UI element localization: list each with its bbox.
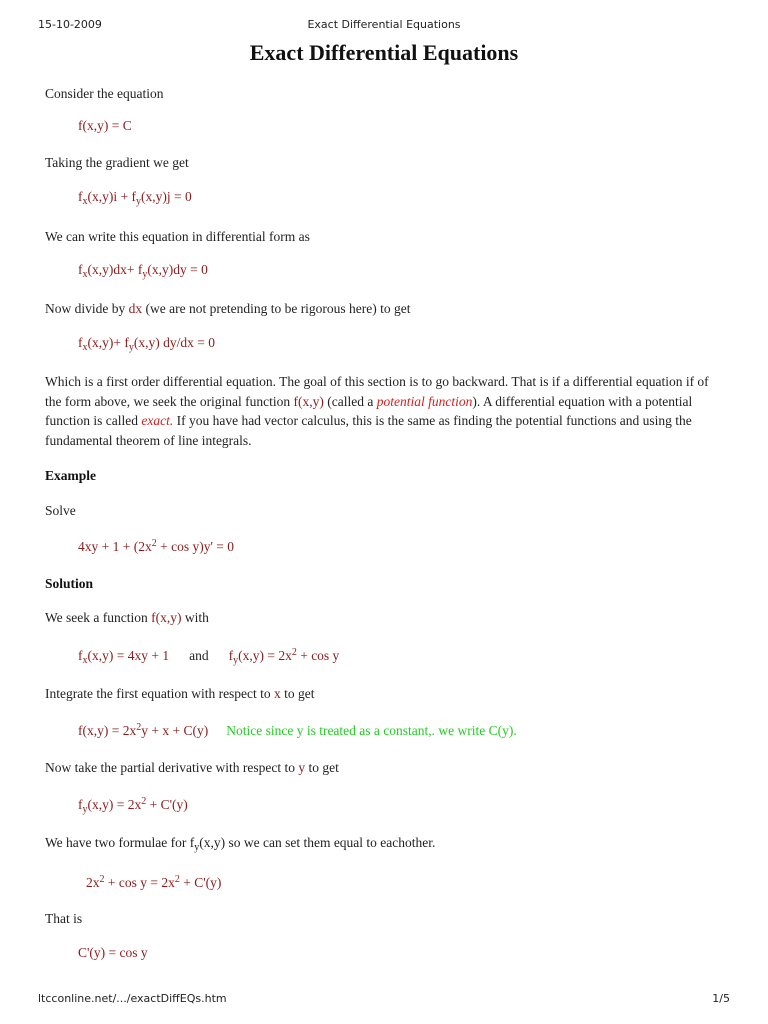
equation-fy: $f_y(x,y) = 2x^2 + C'(y)$ [78, 796, 188, 815]
equation-c-prime: C'(y) = cos y [78, 945, 148, 960]
paragraph-seek-function: We seek a function f(x,y) with [45, 610, 209, 625]
equation-integrated: $f(x,y) = 2x^2y + x + C(y)$ Notice since y is treated as a constant,. we write C(y). [78, 722, 517, 738]
paragraph-gradient: Taking the gradient we get [45, 155, 189, 170]
equation-differential-form: $f_x(x,y)dx+ f_y(x,y)dy = 0$ [78, 262, 208, 280]
example-heading: Example [45, 468, 97, 483]
equation-f-equals-c: f(x,y) = C [78, 118, 132, 133]
equation-partials: $f_x(x,y) = 4xy + 1$ and $f_y(x,y) = 2x^2 + \cos y$ [78, 647, 340, 666]
source-url[interactable]: ltcconline.net/.../exactDiffEQs.htm [38, 992, 227, 1005]
equation-gradient: $f_x(x,y)i + f_y(x,y)j = 0$ [78, 189, 192, 207]
paragraph-partial-derivative: Now take the partial derivative with respect to y to get [45, 760, 339, 775]
equation-dy-dx: $f_x(x,y)+ f_y(x,y) dy/dx = 0$ [78, 335, 215, 353]
paragraph-that-is: That is [45, 911, 83, 926]
equation-example: $4xy + 1 + (2x^2 + \cos y)y' = 0$ [78, 538, 235, 554]
paragraph-explanation: Which is a first order differential equation. The goal of this section is to go backward. That is if a differential equation if of the form above, we seek the original function f(x,y) (called a potential function). A differential equation with a potential function is called exact. If you have had vector calculus, this is the same as finding the potential functions and using the fundamental theorem of line integrals. [45, 374, 709, 448]
paragraph-integrate: Integrate the first equation with respect to x to get [45, 686, 315, 701]
paragraph-consider: Consider the equation [45, 86, 164, 101]
solve-label: Solve [45, 503, 76, 518]
paragraph-two-formulae: We have two formulae for $f_y(x,y)$ so we can set them equal to eachother. [45, 835, 436, 853]
paragraph-divide: Now divide by dx (we are not pretending to be rigorous here) to get [45, 301, 411, 316]
note-constant: Notice since y is treated as a constant,. we write C(y). [226, 723, 517, 738]
page-number: 1/5 [712, 992, 730, 1005]
paragraph-differential-form: We can write this equation in differential form as [45, 229, 310, 244]
page-title: Exact Differential Equations [249, 40, 519, 65]
solution-heading: Solution [45, 576, 94, 591]
print-header-title: Exact Differential Equations [307, 18, 461, 31]
equation-set-equal: $2x^2 + \cos y = 2x^2 + C'(y)$ [86, 874, 222, 890]
print-date: 15-10-2009 [38, 18, 102, 31]
